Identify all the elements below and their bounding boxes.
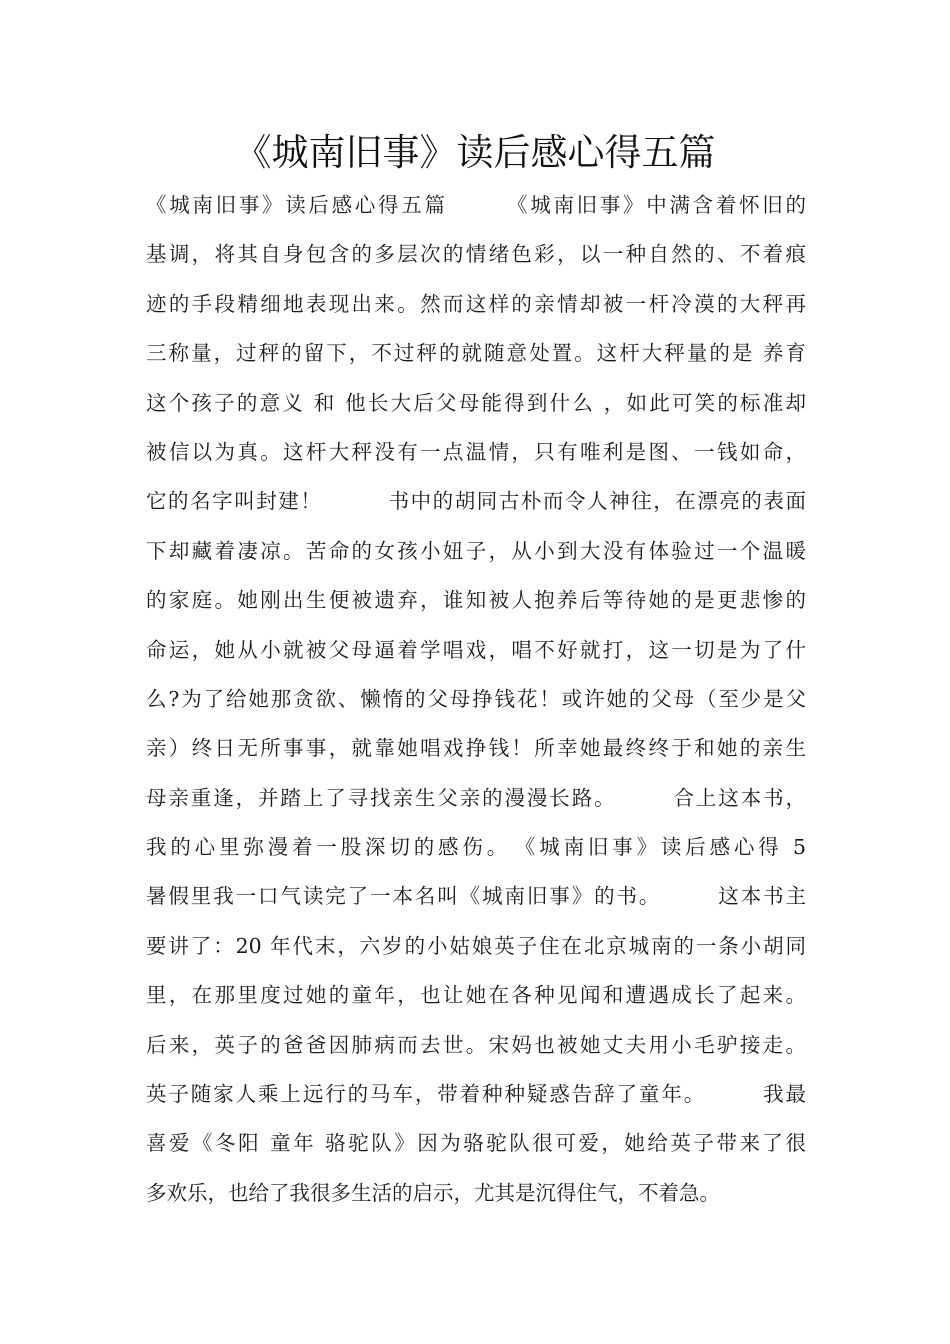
body-line: 亲）终日无所事事，就靠她唱戏挣钱！所幸她最终终于和她的亲生 (146, 736, 806, 761)
body-line: 这个孩子的意义 和 他长大后父母能得到什么 ，如此可笑的标准却 (146, 390, 806, 415)
body-line: 喜爱《冬阳 童年 骆驼队》因为骆驼队很可爱，她给英子带来了很 (146, 1131, 806, 1156)
body-line: 基调，将其自身包含的多层次的情绪色彩，以一种自然的、不着痕 (146, 242, 806, 267)
body-line: 我的心里弥漫着一股深切的感伤。 《城南旧事》读后感心得 5 (146, 835, 806, 860)
document-body (146, 181, 806, 1218)
body-line: 英子随家人乘上远行的马车，带着种种疑惑告辞了童年。 我最 (146, 1082, 806, 1107)
body-line: 迹的手段精细地表现出来。然而这样的亲情却被一杆冷漠的大秤再 (146, 291, 806, 316)
body-line: 暑假里我一口气读完了一本名叫《城南旧事》的书。 这本书主 (146, 884, 806, 909)
body-line: 《城南旧事》读后感心得五篇 《城南旧事》中满含着怀旧的 (146, 193, 806, 217)
body-line: 被信以为真。这杆大秤没有一点温情，只有唯利是图、一钱如命， (146, 439, 806, 464)
body-line: 多欢乐，也给了我很多生活的启示，尤其是沉得住气，不着急。 (146, 1180, 720, 1205)
body-line: 命运，她从小就被父母逼着学唱戏，唱不好就打，这一切是为了什 (146, 637, 806, 662)
body-line: 三称量，过秤的留下，不过秤的就随意处置。这杆大秤量的是 养育 (146, 341, 806, 366)
document-title: 《城南旧事》读后感心得五篇 (234, 131, 716, 174)
body-line: 后来，英子的爸爸因肺病而去世。宋妈也被她丈夫用小毛驴接走。 (146, 1032, 806, 1057)
body-line: 下却藏着凄凉。苦命的女孩小妞子，从小到大没有体验过一个温暖 (146, 538, 806, 563)
body-line: 么?为了给她那贪欲、懒惰的父母挣钱花！或许她的父母（至少是父 (146, 686, 806, 711)
body-line: 母亲重逢，并踏上了寻找亲生父亲的漫漫长路。 合上这本书， (146, 785, 806, 810)
body-line: 的家庭。她刚出生便被遗弃，谁知被人抱养后等待她的是更悲惨的 (146, 588, 806, 613)
body-line: 里，在那里度过她的童年，也让她在各种见闻和遭遇成长了起来。 (146, 983, 806, 1008)
body-line: 要讲了：20 年代末，六岁的小姑娘英子住在北京城南的一条小胡同 (146, 933, 806, 958)
body-line: 它的名字叫封建！ 书中的胡同古朴而令人神往，在漂亮的表面 (146, 489, 806, 514)
